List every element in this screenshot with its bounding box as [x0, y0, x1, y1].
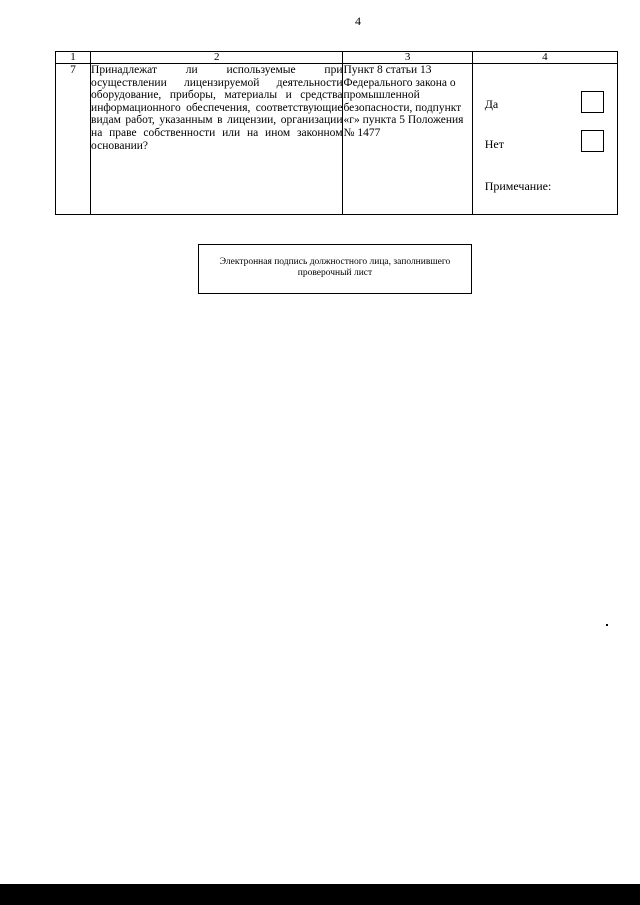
- header-col-3: 3: [343, 52, 472, 64]
- no-label: Нет: [484, 137, 504, 151]
- checklist-table: [55, 51, 618, 215]
- table-row: [56, 64, 618, 215]
- no-checkbox[interactable]: [581, 130, 604, 152]
- header-col-4: 4: [472, 52, 617, 64]
- yes-checkbox[interactable]: [581, 91, 604, 113]
- page-number: 4: [355, 14, 361, 28]
- scan-footer-bar: [0, 884, 640, 905]
- row-number: 7: [56, 64, 91, 215]
- scan-speck: [606, 624, 608, 626]
- electronic-signature-box: Электронная подпись должностного лица, заполнившего проверочный лист: [198, 244, 472, 294]
- header-col-1: 1: [56, 52, 91, 64]
- yes-label: Да: [484, 97, 499, 111]
- answer-cell: [472, 64, 617, 215]
- table-header-row: [56, 52, 618, 64]
- note-label: Примечание:: [484, 179, 552, 193]
- header-col-2: 2: [91, 52, 343, 64]
- legal-reference: Пункт 8 статьи 13 Федерального закона о промышленной безопасности, подпункт «г» пункта 5 Положения № 1477: [343, 64, 472, 215]
- question-text: Принадлежат ли используемые при осуществлении лицензируемой деятельности оборудование, приборы, материалы и средства информационного обеспечения, соответствующие видам работ, указанным в лицензии, организации на праве собственности или на ином законном основании?: [91, 64, 343, 215]
